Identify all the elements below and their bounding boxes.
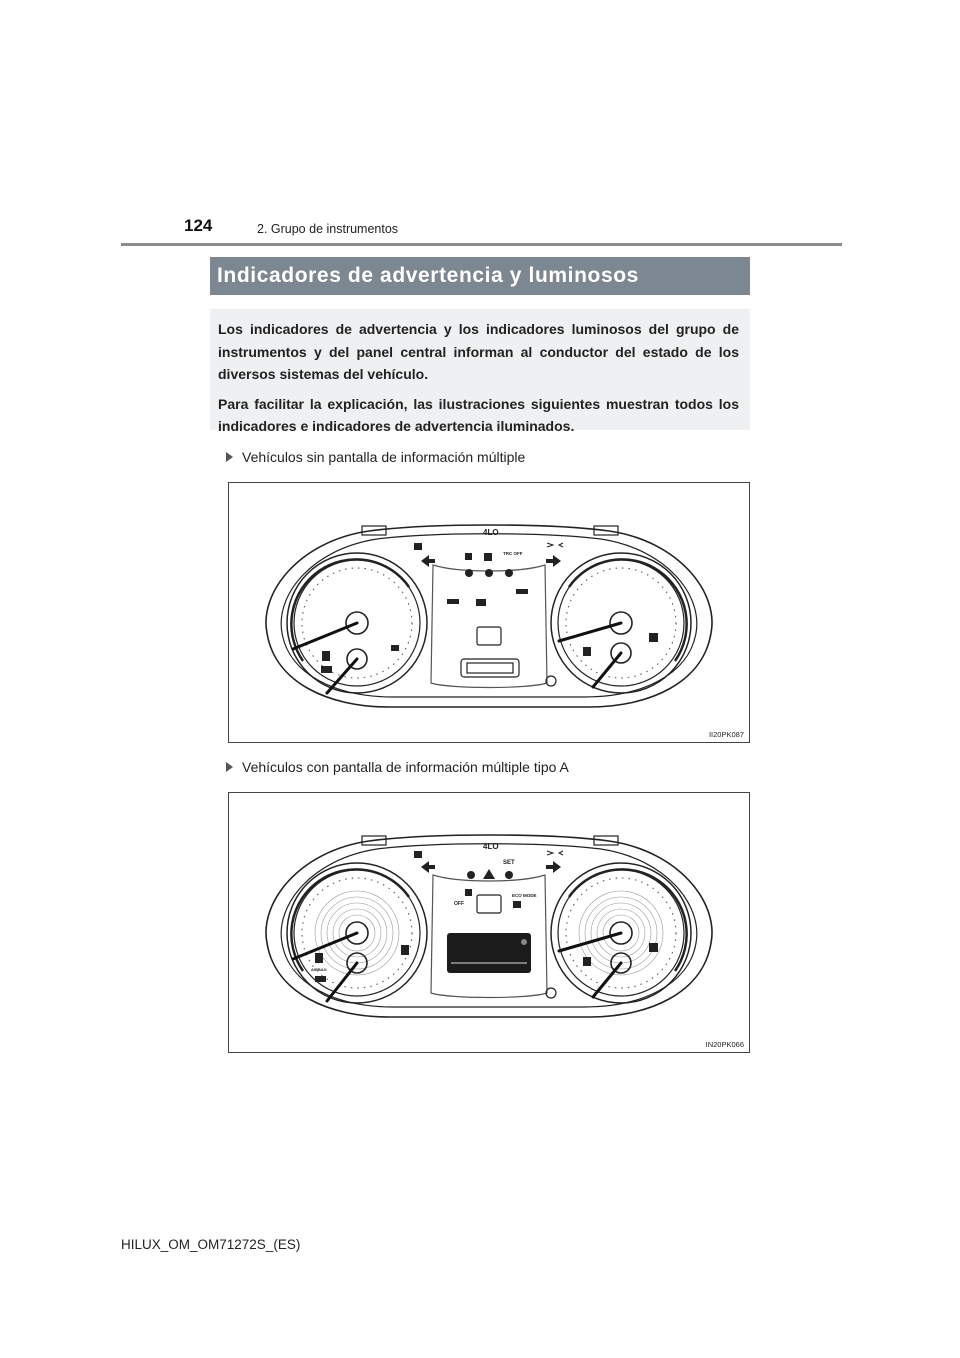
chapter-title: 2. Grupo de instrumentos <box>257 222 399 236</box>
fuel-gauge-icon <box>315 953 323 963</box>
engine-check-icon <box>321 666 332 673</box>
section-title: Indicadores de advertencia y luminosos <box>210 257 750 295</box>
engine-check-icon <box>315 976 326 982</box>
figure-2-caption: Vehículos con pantalla de información múltiple tipo A <box>226 759 569 775</box>
intro-paragraph-2: Para facilitar la explicación, las ilustraciones siguientes muestran todos los indicadores e indicadores de advertencia iluminados. <box>218 395 739 434</box>
eco-icon <box>513 901 521 908</box>
set-label: SET <box>503 860 515 866</box>
figure-1-code: II20PK087 <box>708 730 744 739</box>
fuel-gauge-icon <box>322 651 330 661</box>
master-warning-icon <box>483 869 495 879</box>
figure-2-instrument-cluster <box>228 792 750 1053</box>
coolant-temp-icon <box>516 589 528 594</box>
intro-paragraph-1: Los indicadores de advertencia y los indicadores luminosos del grupo de instrumentos y del panel central informan al conductor del estado de los diversos sistemas del vehículo. <box>218 321 739 382</box>
four-lo-label: 4LO <box>483 528 499 537</box>
footer-doc-id: HILUX_OM_OM71272S_(ES) <box>121 1237 301 1252</box>
fog-light-icon <box>547 851 563 855</box>
figure-1-caption: Vehículos sin pantalla de información múltiple <box>226 449 525 465</box>
brake-warning-icon <box>467 871 475 879</box>
abs-warning-icon <box>505 569 513 577</box>
page-number: 124 <box>184 216 213 235</box>
header-divider <box>121 243 842 246</box>
bullet-triangle-icon <box>226 762 233 772</box>
eco-mode-label: ECO MODE <box>512 893 537 898</box>
left-turn-arrow-icon <box>421 555 429 567</box>
airbag-seat-icon <box>583 957 591 966</box>
fog-light-icon <box>547 543 563 547</box>
trc-off-label: TRC OFF <box>503 551 523 556</box>
glow-plug-icon <box>391 645 399 651</box>
fuel-display-icon <box>484 553 492 561</box>
battery-icon <box>476 599 486 606</box>
headlight-icon <box>414 851 422 858</box>
trc-icon <box>465 889 472 896</box>
airbag-label: AIRBAG <box>311 967 327 972</box>
bullet-triangle-icon <box>226 452 233 462</box>
oil-pressure-icon <box>447 599 459 604</box>
cluster-illustration-1 <box>229 483 751 744</box>
airbag-seat-icon <box>583 647 591 656</box>
four-lo-label: 4LO <box>483 842 499 851</box>
parking-brake-icon <box>485 569 493 577</box>
off-label: OFF <box>454 901 464 907</box>
intro-box <box>210 309 750 434</box>
multi-info-display <box>447 933 531 973</box>
right-turn-arrow-icon <box>553 555 561 567</box>
parking-brake-icon <box>505 871 513 879</box>
left-turn-arrow-icon <box>421 861 429 873</box>
security-icon <box>401 945 409 955</box>
figure-1-instrument-cluster <box>228 482 750 743</box>
seatbelt-icon <box>465 553 472 560</box>
cluster-illustration-2 <box>229 793 751 1054</box>
figure-2-code: IN20PK066 <box>705 1040 744 1049</box>
brake-warning-icon <box>465 569 473 577</box>
airbag-icon <box>649 943 658 952</box>
headlight-icon <box>414 543 422 550</box>
airbag-icon <box>649 633 658 642</box>
right-turn-arrow-icon <box>553 861 561 873</box>
